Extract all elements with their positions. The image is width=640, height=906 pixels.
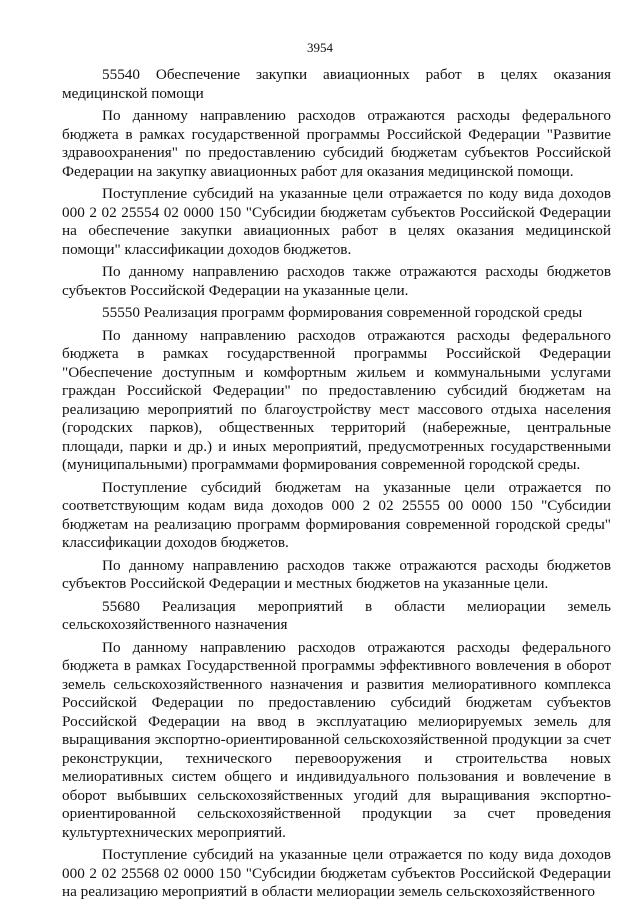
paragraph: Поступление субсидий бюджетам на указанные цели отражается по соответствующим кодам вида доходов 000 2 02 25555 00 0000 150 "Субсидии бюджетам на реализацию программ формирования современной городской среды" классификации доходов бюджетов. (62, 478, 611, 551)
paragraph: Поступление субсидий на указанные цели отражается по коду вида доходов 000 2 02 25568 02 0000 150 "Субсидии бюджетам субъектов Российской Федерации на реализацию мероприятий в области мелиорации земель сельскохозяйственного (62, 846, 611, 900)
document-body (62, 66, 611, 906)
section-heading-55550: 55550 Реализация программ формирования современной городской среды (102, 304, 583, 321)
paragraph: По данному направлению расходов также отражаются расходы бюджетов субъектов Российской Федерации на указанные цели. (62, 263, 611, 299)
page-number: 3954 (307, 40, 333, 55)
paragraph: По данному направлению расходов отражаются расходы федерального бюджета в рамках Государственной программы эффективного вовлечения в оборот земель сельскохозяйственного назначения и развития мелиоративного комплекса Российской Федерации по предоставлению субсидий бюджетам субъектов Российской Федерации на ввод в эксплуатацию мелиорируемых земель для выращивания экспортно-ориентированной сельскохозяйственной продукции за счет реконструкции, технического перевооружения и строительства новых мелиоративных систем общего и индивидуального пользования и вовлечение в оборот выбывших сельскохозяйственных угодий для выращивания экспортно-ориентированной сельскохозяйственной продукции за счет проведения культуртехнических мероприятий. (62, 638, 611, 841)
section-heading-55540: 55540 Обеспечение закупки авиационных работ в целях оказания медицинской помощи (62, 66, 611, 102)
paragraph: По данному направлению расходов отражаются расходы федерального бюджета в рамках государственной программы Российской Федерации "Обеспечение доступным и комфортным жильем и коммунальными услугами граждан Российской Федерации" по предоставлению субсидий бюджетам на реализацию мероприятий по благоустройству мест массового отдыха населения (городских парков), общественных территорий (набережные, центральные площади, парки и др.) и иных мероприятий, предусмотренных государственными (муниципальными) программами формирования современной городской среды. (62, 326, 611, 473)
paragraph: По данному направлению расходов также отражаются расходы бюджетов субъектов Российской Федерации и местных бюджетов на указанные цели. (62, 556, 611, 592)
paragraph: По данному направлению расходов отражаются расходы федерального бюджета в рамках государственной программы Российской Федерации "Развитие здравоохранения" по предоставлению субсидий бюджетам субъектов Российской Федерации на закупку авиационных работ для оказания медицинской помощи. (62, 107, 611, 180)
section-heading-55680: 55680 Реализация мероприятий в области мелиорации земель сельскохозяйственного назначения (62, 597, 611, 633)
paragraph: Поступление субсидий на указанные цели отражается по коду вида доходов 000 2 02 25554 02 0000 150 "Субсидии бюджетам субъектов Российской Федерации на обеспечение закупки авиационных работ в целях оказания медицинской помощи" классификации доходов бюджетов. (62, 185, 611, 258)
